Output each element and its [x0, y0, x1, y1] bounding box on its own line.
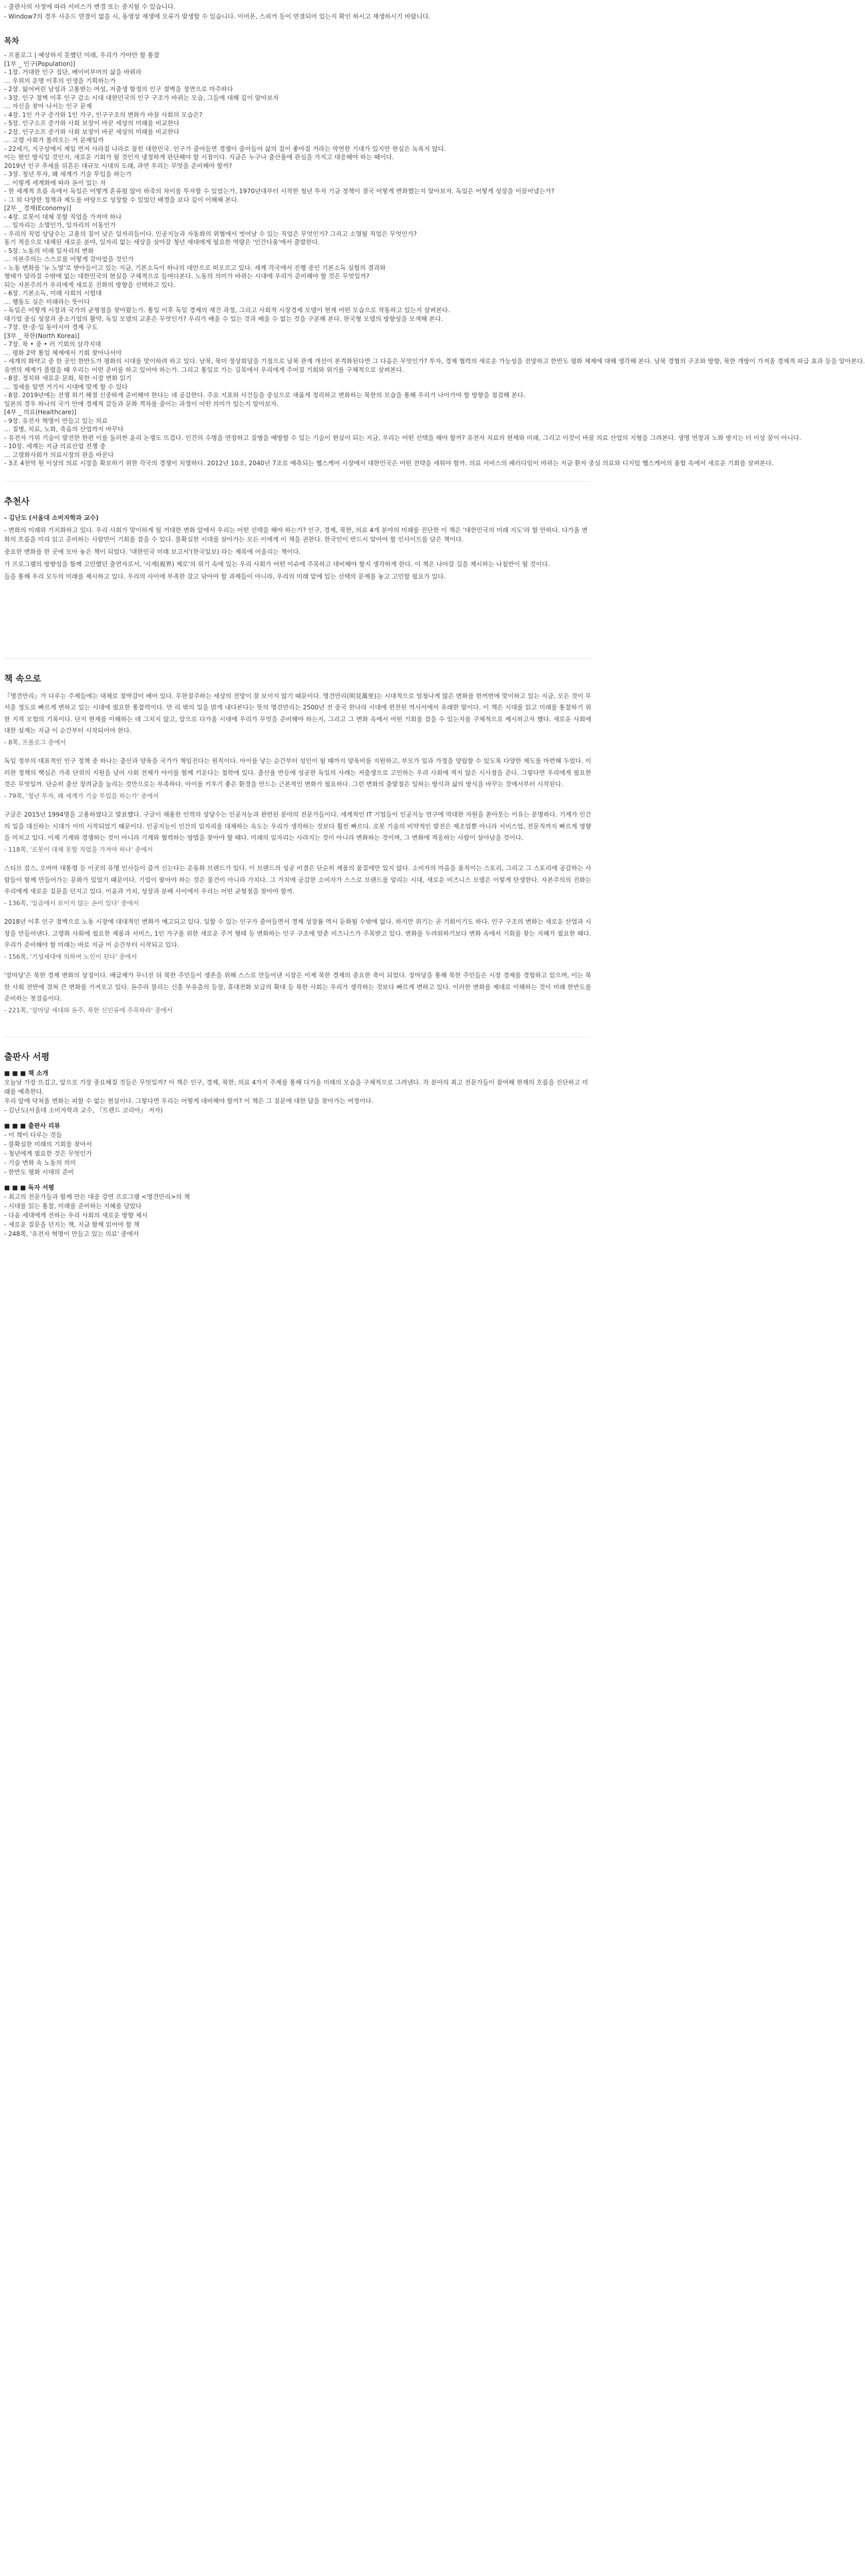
publisher-line: - 기술 변화 속 노동의 의미 [4, 1159, 76, 1166]
excerpt-paragraph: 2018년 이후 인구 절벽으로 노동 시장에 대대적인 변화가 예고되고 있다. 일할 수 있는 인구가 줄어들면서 경제 성장률 역시 둔화될 수밖에 없다. 하지만 위기는 곧 기회이기도 하다. 인구 구조의 변화는 새로운 산업과 시장을 만들어낸다. 고령화 사회에 필요한 제품과 서비스, 1인 가구를 위한 새로운 주거 형태 등 변화하는 인구 구조에 맞춘 비즈니스가 주목받고 있다. 변화를 두려워하기보다 변화 속에서 기회를 찾는 지혜가 필요한 때다. 우리가 준비해야 할 미래는 바로 지금 이 순간부터 시작되고 있다. [4, 918, 591, 948]
toc-line: - 우리의 직업 상당수는 고용의 질이 낮은 일자리들이다. 인공지능과 자동화의 위협에서 벗어날 수 있는 직업은 무엇인가? 그리고 소멸될 직업은 무엇인가? [4, 230, 417, 238]
excerpt-paragraph: 독일 정부의 대표적인 인구 정책 중 하나는 출산과 양육을 국가가 책임진다는 원칙이다. 아이를 낳는 순간부터 성인이 될 때까지 양육비를 지원하고, 부모가 일과 가정을 양립할 수 있도록 다양한 제도를 마련해 두었다. 이러한 정책의 핵심은 가족 단위의 지원을 넘어 사회 전체가 아이를 함께 키운다는 철학에 있다. 출산율 반등에 성공한 독일의 사례는 저출생으로 고민하는 우리 사회에 적지 않은 시사점을 준다. 그렇다면 우리에게 필요한 것은 무엇일까. 단순히 출산 장려금을 늘리는 것만으로는 부족하다. 아이를 키우기 좋은 환경을 만드는 근본적인 변화가 필요하다. 그런 변화의 출발점은 일하는 방식과 삶의 방식을 바꾸는 것에서부터 시작된다. [4, 757, 591, 788]
toc-line: … 행동도 실은 미래라는 뜻이다 [4, 298, 90, 306]
toc-line: [3부 _ 북한(North Korea)] [4, 332, 80, 340]
toc-line: 일본의 경우 하나의 국가 안에 경제적 갈등과 문화 격차를 줄이는 과정이 어떤 의미가 있는지 알아보자. [4, 400, 279, 408]
toc-line: [2부 _ 경제(Economy)] [4, 205, 72, 212]
excerpt-paragraph: 구글은 2015년 1994명을 고용하였다고 발표했다. 구글이 채용한 인력의 상당수는 인공지능과 관련된 분야의 전문가들이다. 세계적인 IT 기업들이 인공지능 연구에 막대한 자원을 쏟아붓는 이유는 분명하다. 기계가 인간의 일을 대신하는 시대가 이미 시작되었기 때문이다. 인공지능이 인간의 일자리를 대체하는 속도는 우리가 생각하는 것보다 훨씬 빠르다. 로봇 기술의 비약적인 발전은 제조업뿐 아니라 서비스업, 전문직까지 빠르게 영향을 미치고 있다. 이제 기계와 경쟁하는 것이 아니라 기계와 협력하는 방법을 찾아야 할 때다. 미래의 일자리는 사라지는 것이 아니라 변화하는 것이며, 그 변화에 적응하는 사람이 살아남을 것이다. [4, 811, 591, 841]
toc-line: … 자본주의는 스스로를 어떻게 갈아엎을 것인가 [4, 256, 134, 263]
publisher-line: - 이 책이 다루는 것들 [4, 1131, 62, 1139]
excerpt-paragraph: 『명견만리』가 다루는 주제들에는 대체로 절박감이 배어 있다. 무한질주하는 세상의 전망이 잘 보이지 않기 때문이다. 명견만리(明見萬里)는 시대적으로 엄청나게 많은 변화를 한꺼번에 맞이하고 있는 지금, 모든 것이 무서울 정도로 빠르게 변하고 있는 시대에 필요한 통찰력이다. 만 리 밖의 일을 밝게 내다본다는 뜻의 명견만리는 2500년 전 중국 한나라 시대에 편찬된 역사서에서 유래한 말이다. 이 책은 시대를 읽고 미래를 통찰하기 위한 지적 모험의 기록이다. 단지 현재를 이해하는 데 그치지 않고, 앞으로 다가올 시대에 우리가 무엇을 준비해야 하는지, 그리고 그 변화 속에서 어떤 기회를 잡을 수 있는지를 구체적으로 제시하고자 했다. 새로운 사회에 대한 설계는 지금 이 순간부터 시작되어야 한다. [4, 692, 591, 734]
excerpt-title: 책 속으로 [4, 673, 41, 684]
toc-line: - 10장. 세계는 지금 의료산업 전쟁 중 [4, 443, 106, 450]
toc-line: 동기 적응으로 대체된 새로운 분야, 일자리 없는 세상을 살아갈 청년 세대에게 필요한 역량은 '인간다움'에서 출발한다. [4, 239, 320, 246]
publisher-heading: ■ ■ ■ 독자 서평 [4, 1184, 55, 1191]
excerpt-source: - 221쪽, '장마당 세대와 돈주, 북한 신인류에 주목하라' 중에서 [4, 1006, 173, 1014]
recommend-line: 중요한 변화를 한 곳에 모아 놓은 책이 되었다. '대한민국 미래 보고서'(한국일보) 라는 제목에 어울리는 책이다. [4, 548, 301, 555]
toc-line: - 독일은 어떻게 시장과 국가의 균형점을 찾아왔는가. 통일 이후 독일 경제의 재건 과정, 그리고 사회적 시장경제 모델이 현재 어떤 모습으로 작동하고 있는지 살펴본다. [4, 307, 450, 314]
recommend-line: - 김난도 (서울대 소비자학과 교수) [4, 514, 99, 521]
toc-line: - 7장. 한·중·일 동아시아 경제 구도 [4, 324, 98, 331]
toc-line: … 고령화사회가 의료시장의 판을 바꾼다 [4, 451, 114, 459]
toc-lines [4, 51, 865, 468]
toc-line: - 4장. 로봇이 대체 못할 직업을 가져야 하나 [4, 213, 122, 221]
publisher-line: - 불확실한 미래의 기회를 찾아서 [4, 1141, 92, 1148]
toc-section [4, 35, 865, 468]
toc-line: 되는 자본주의가 우리에게 새로운 진화의 방향을 선택하고 있다. [4, 281, 175, 289]
excerpt-paragraph: 스티브 잡스, 오바마 대통령 등 이곳의 유명 인사들이 즐겨 신는다는 운동화 브랜드가 있다. 이 브랜드의 성공 비결은 단순히 제품의 품질에만 있지 않다. 소비자의 마음을 움직이는 스토리, 그리고 그 스토리에 공감하는 사람들이 함께 만들어가는 문화가 있었기 때문이다. 기업이 팔아야 하는 것은 물건이 아니라 가치다. 그 가치에 공감한 소비자가 스스로 브랜드를 알리는 시대, 새로운 비즈니스 모델은 이렇게 탄생한다. 자본주의의 진화는 우리에게 새로운 질문을 던지고 있다. 이윤과 가치, 성장과 분배 사이에서 우리는 어떤 균형점을 찾아야 할까. [4, 865, 591, 895]
publisher-line: 오늘날 가장 뜨겁고, 앞으로 가장 중요해질 것들은 무엇일까? 이 책은 인구, 경제, 북한, 의료 4가지 주제를 통해 다가올 미래의 모습을 구체적으로 그려낸다. 각 분야의 최고 전문가들이 참여해 현재의 흐름을 진단하고 미래를 예측한다. [4, 1079, 588, 1095]
toc-line: - 7장. 북 • 중 • 러 기회의 삼각지대 [4, 341, 101, 348]
toc-line: … 이렇게 세계화에 따라 돈이 있는 자 [4, 179, 106, 187]
recommend-line: 들을 통해 우리 모두의 미래를 제시하고 있다. 우리의 사이에 부족한 갈고 닦아야 할 과제들이 아니라, 우리의 미래 앞에 있는 선택의 문제를 놓고 고민할 필요가 있다. [4, 572, 446, 580]
toc-line: - 5장. 인구소프 증가와 사회 보장이 바꾼 세상의 미래를 비교한다 [4, 120, 179, 127]
toc-line: - 4장. 1인 가구 증가와 1인 가구, 인구구조의 변화가 바꿀 사회의 모습은? [4, 111, 203, 118]
publisher-line: - 김난도(서울대 소비자학과 교수, 『트렌드 코리아』 저자) [4, 1107, 163, 1114]
publisher-line: 우리 앞에 닥쳐올 변화는 피할 수 없는 현실이다. 그렇다면 우리는 어떻게 대비해야 할까? 이 책은 그 질문에 대한 답을 찾아가는 여정이다. [4, 1097, 374, 1105]
toc-line: - 8장. 2019년에는 전쟁 위기 해결 신중하게 준비해야 한다는 데 공감한다. 주요 지표와 사건들을 중심으로 새롭게 정리하고 변화하는 북한의 모습을 통해 우리가 나아가야 할 방향을 점검해 본다. [4, 392, 525, 399]
excerpt-section [4, 658, 591, 1016]
publisher-title: 출판사 서평 [4, 1052, 50, 1062]
publisher-line: - 다음 세대에게 전하는 우리 사회의 새로운 방향 제시 [4, 1212, 148, 1219]
toc-line: - 2장. 잃어버린 남성과 고통받는 여성, 저출생 함정의 인구 절벽을 정면으로 마주하다 [4, 86, 234, 93]
toc-line: 대기업 중심 성장과 중소기업의 활약, 독일 모델의 교훈은 무엇인가? 우리가 배울 수 있는 것과 배울 수 없는 것을 구분해 본다. 한국형 모델의 방향성을 모색해 본다. [4, 315, 443, 323]
excerpt-source: - 118쪽, '로봇이 대체 못할 직업을 가져야 하나' 중에서 [4, 845, 153, 853]
recommend-lines [4, 513, 591, 581]
publisher-lines [4, 1069, 591, 1239]
toc-line: - 22세기, 지구상에서 제일 먼저 사라질 나라로 꼽힌 대한민국. 인구가 줄어들면 경쟁이 줄어들어 삶의 질이 좋아질 거라는 막연한 기대가 있지만 현실은 녹록지 않다. [4, 145, 446, 152]
toc-line: - 한 세계적 흐름 속에서 독일은 어떻게 혼류될 않아 하죽의 차이를 투자할 수 있었는가, 1970년대부터 시작한 청년 투자 기금 정책이 결국 어떻게 변화했는지 알아보자. 독일은 어떻게 성장을 이끌어냈는가? [4, 188, 555, 195]
toc-line: … 평화 2막 통일 체제에서 기회 찾아나서야 [4, 349, 122, 357]
excerpt-source: - 156쪽, '기성세대에 의하여 노인이 된다' 중에서 [4, 953, 137, 960]
toc-line: … 고령 사회가 몰려오는 거 문제일까 [4, 137, 104, 144]
publisher-line: - 청년에게 필요한 것은 무엇인가 [4, 1150, 92, 1157]
excerpt-source: - 79쪽, '청년 투자, 왜 세계가 기술 투입을 하는가' 중에서 [4, 792, 159, 800]
toc-line: [1부 _ 인구(Population)] [4, 60, 75, 67]
publisher-heading: ■ ■ ■ 책 소개 [4, 1070, 48, 1077]
recommend-line: 가 프로그램의 방향성을 함께 고민했던 출연자로서, '시계(視界) 제로'의 위기 속에 있는 우리 사회가 어떤 이슈에 주목하고 대비해야 할지 생각하게 한다. 이 책은 나아갈 길을 제시하는 나침반이 될 것이다. [4, 560, 550, 568]
toc-line: [4부 _ 의료(Healthcare)] [4, 409, 77, 416]
recommend-line: - 변화의 미래와 가치화하고 있다. 우리 사회가 맞이하게 될 거대한 변화 앞에서 우리는 어떤 선택을 해야 하는가? 인구, 경제, 북한, 의료 4개 분야의 미래를 진단한 이 책은 '대한민국의 미래 지도'라 할 만하다. 다가올 변화의 흐름을 미리 읽고 준비하는 사람만이 기회를 잡을 수 있다. 불확실한 시대를 살아가는 모든 이에게 이 책을 권한다. 한국인이 반드시 알아야 할 인사이트를 담은 책이다. [4, 526, 588, 543]
toc-title: 목차 [4, 36, 19, 45]
toc-line: - 5장. 노동의 미래 일자리의 변화 [4, 247, 94, 255]
divider [4, 658, 591, 659]
toc-line: … 정세를 알면 거기서 시대에 맞게 할 수 있다 [4, 383, 128, 391]
recommend-title: 추천사 [4, 496, 30, 507]
excerpt-source: - 136쪽, '일곱에서 보이지 않는 손이 있다' 중에서 [4, 899, 139, 907]
recommend-section [4, 481, 591, 581]
toc-line: - 유전자 가위 기술이 발전한 한편 이를 둘러싼 윤리 논쟁도 뜨겁다. 인간의 수명을 연장하고 질병을 예방할 수 있는 기술이 현실이 되는 지금, 우리는 어떤 선택을 해야 할까? 유전자 치료의 현재와 미래, 그리고 이것이 바꿀 의료 산업의 지형을 그려본다. 생명 연장과 노화 방지는 더 이상 꿈이 아니다. [4, 434, 802, 442]
toc-line: 형태가 달라질 수밖에 없는 대한민국의 현실을 구체적으로 들여다본다. 노동의 의미가 바뀌는 시대에 우리가 준비해야 할 것은 무엇일까? [4, 273, 370, 280]
toc-line: 유엔의 제재가 풀렸을 때 우리는 어떤 준비를 하고 있어야 하는가. 그리고 통일로 가는 길목에서 우리에게 주어질 기회와 위기를 구체적으로 살펴본다. [4, 366, 404, 374]
publisher-line: - 최고의 전문가들과 함께 만든 대중 강연 프로그램 <명견만리>의 책 [4, 1193, 190, 1200]
toc-line: - 세계의 화약고 중 한 곳인 한반도가 평화의 시대를 맞이하려 하고 있다. 남북, 북미 정상회담을 기점으로 남북 관계 개선이 본격화된다면 그 다음은 무엇인가? 투자, 경제 협력의 새로운 가능성을 전망하고 한반도 평화 체제에 대해 생각해 본다. 남북 경협의 구조와 방향, 북한 개방이 가져올 경제적 파급 효과 등을 알아본다. [4, 358, 865, 365]
notice-line: - Window7의 경우 사운드 연결이 없을 시, 동영상 재생에 오류가 발생할 수 있습니다. 이어폰, 스피커 등이 연결되어 있는지 확인 하시고 재생하시기 바랍니다. [4, 13, 430, 20]
publisher-section [4, 1037, 591, 1239]
intro-notice [4, 0, 591, 22]
toc-line: - 1장. 거대한 인구 집단, 베이비부머의 삶을 바꿔라 [4, 69, 142, 76]
divider [4, 481, 591, 482]
toc-line: - 그 외 다양한 정책과 제도를 바탕으로 성장할 수 있었던 배경을 보다 깊이 이해해 본다. [4, 196, 239, 204]
toc-line: - 노동 변화를 '뉴 노멀'로 받아들이고 있는 지금, 기본소득이 하나의 대안으로 떠오르고 있다. 세계 각국에서 진행 중인 기본소득 실험의 결과와 [4, 264, 386, 272]
toc-line: - 8장. 정치와 새로운 문화, 북한 시장 변화 읽기 [4, 375, 132, 382]
toc-line: - 9장. 유전자 혁명이 만들고 있는 의료 [4, 417, 108, 425]
page [0, 0, 865, 1239]
excerpt-paragraph: '장마당'은 북한 경제 변화의 상징이다. 배급제가 무너진 뒤 북한 주민들이 생존을 위해 스스로 만들어낸 시장은 이제 북한 경제의 중요한 축이 되었다. 장마당을 통해 북한 주민들은 시장 경제를 경험하고 있으며, 이는 북한 사회 전반에 걸쳐 큰 변화를 가져오고 있다. 돈주라 불리는 신흥 부유층의 등장, 휴대전화 보급의 확대 등 북한 사회는 우리가 생각하는 것보다 빠르게 변하고 있다. 이러한 변화를 제대로 이해하는 것이 미래 한반도를 준비하는 첫걸음이다. [4, 972, 591, 1002]
notice-line: - 출판사의 사정에 따라 서비스가 변경 또는 중지될 수 있습니다. [4, 3, 176, 10]
toc-line: … 질병, 치료, 노화, 죽음의 산업까지 바꾸다 [4, 426, 124, 433]
publisher-line: - 새로운 질문을 던지는 책, 지금 함께 읽어야 할 책 [4, 1221, 140, 1228]
excerpt-paragraphs [4, 690, 591, 1016]
toc-line: - 프롤로그 | 예상하지 못했던 미래, 우리가 가야만 할 통찰 [4, 52, 160, 59]
excerpt-source: - 8쪽, 프롤로그 중에서 [4, 738, 66, 746]
toc-line: - 3장. 인구 절벽 이후 인구 감소 시대 대한민국의 인구 구조가 바뀌는 모습, 그들에 대해 깊이 알아보자 [4, 94, 279, 101]
toc-line: - 3조 4천억 원 이상의 의료 시장을 확보하기 위한 각국의 경쟁이 치열하다. 2012년 10조, 2040년 7조로 예측되는 헬스케어 시장에서 대한민국은 어떤 전략을 세워야 할까. 의료 서비스의 패러다임이 바뀌는 지금 환자 중심 의료와 디지털 헬스케어의 융합 속에서 새로운 기회를 살펴본다. [4, 460, 774, 467]
toc-line: … 일자리는 소멸인가, 일자리의 이동인가 [4, 222, 116, 229]
publisher-line: - 한반도 평화 시대의 준비 [4, 1168, 74, 1176]
toc-line: 2019년 인구 추세를 뒤흔든 대규모 시대의 도래, 과연 우리는 무엇을 준비해야 할까? [4, 162, 232, 170]
toc-line: … 자신을 찾아 나서는 인구 문제 [4, 103, 92, 110]
toc-line: - 2장. 인구소프 증가와 사회 보장이 바꾼 세상의 미래를 비교한다 [4, 128, 179, 135]
toc-line: 이는 현인 방식일 것인지, 새로운 기회가 될 것인지 냉정하게 판단해야 할 시점이다. 지금은 누구나 출산율에 관심을 가지고 대응해야 하는 때이다. [4, 154, 394, 161]
toc-line: - 6장. 기본소득, 미래 사회의 시험대 [4, 290, 102, 297]
publisher-heading: ■ ■ ■ 출판사 리뷰 [4, 1122, 60, 1129]
toc-line: - 3장. 청년 투자, 왜 세계가 기술 투입을 하는가 [4, 171, 132, 178]
toc-line: … 우위의 운명 이후의 인생을 기획하는가 [4, 77, 116, 84]
publisher-line: - 시대를 읽는 통찰, 미래를 준비하는 지혜를 담았다 [4, 1202, 142, 1210]
publisher-line: - 248쪽, '유전자 혁명이 만들고 있는 의료' 중에서 [4, 1230, 139, 1238]
